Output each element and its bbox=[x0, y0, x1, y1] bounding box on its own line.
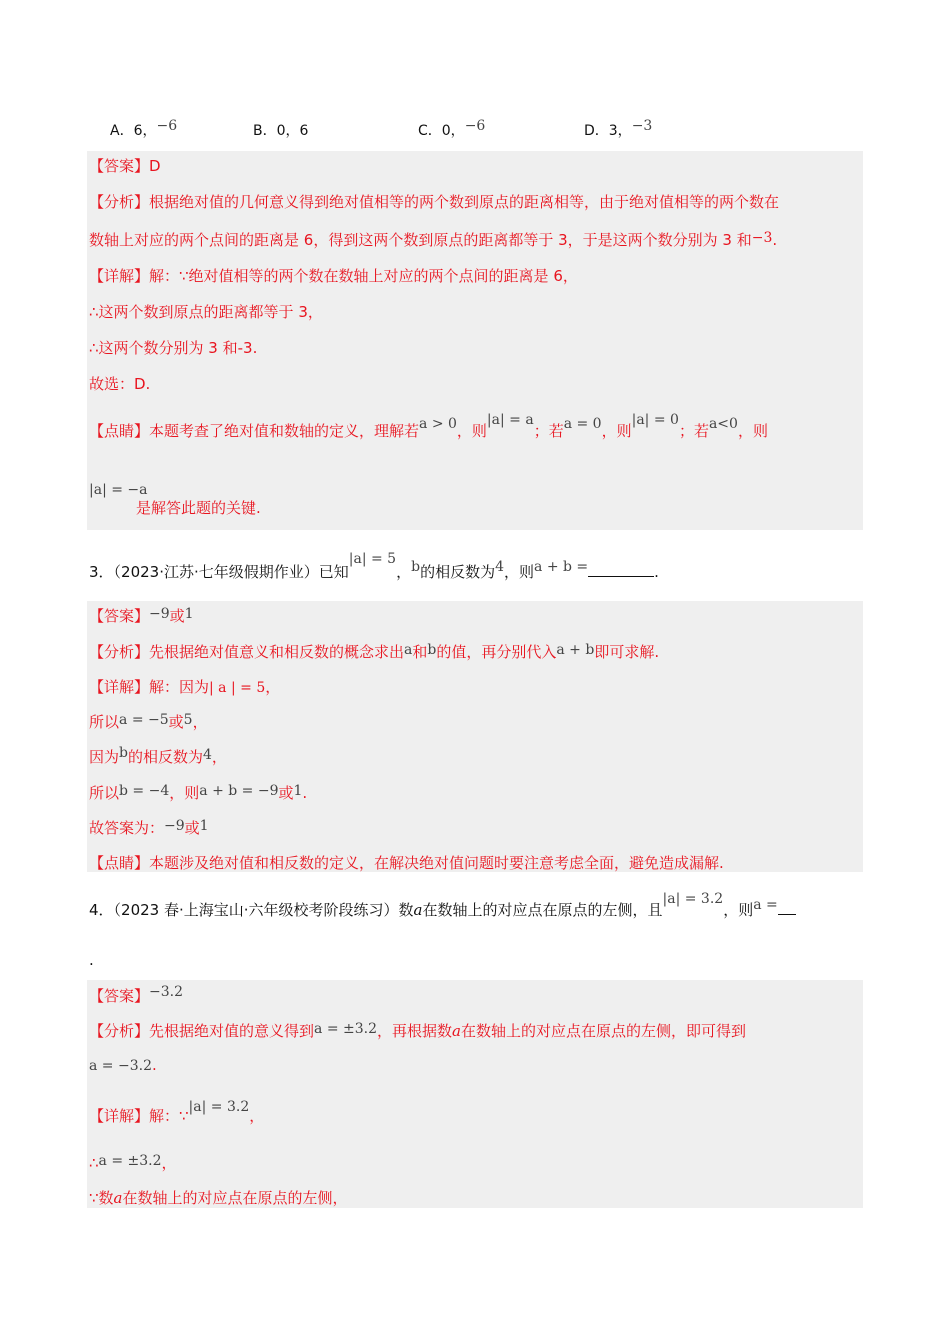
text: 或 bbox=[278, 784, 294, 802]
text: ，则 bbox=[723, 901, 754, 919]
math: 1 bbox=[199, 818, 209, 834]
math: b = −4 bbox=[119, 783, 170, 799]
math: a<0 bbox=[708, 416, 738, 432]
q4-stem bbox=[89, 891, 796, 920]
option-b bbox=[253, 120, 308, 140]
text: 【分析】先根据绝对值意义和相反数的概念求出 bbox=[89, 643, 405, 661]
option-label: C．0， bbox=[418, 123, 465, 139]
math: b bbox=[119, 745, 128, 761]
q2-detail-line1: 【详解】解：∵绝对值相等的两个数在数轴上对应的两个点间的距离是 6， bbox=[89, 267, 578, 285]
text: . bbox=[302, 784, 308, 802]
q4-analysis-line1 bbox=[89, 1020, 746, 1041]
text: ， bbox=[211, 748, 227, 766]
text: 【点睛】本题考查了绝对值和数轴的定义，理解若 bbox=[89, 422, 420, 440]
var: a bbox=[113, 1189, 123, 1207]
text: 所以 bbox=[89, 713, 120, 731]
text: ， bbox=[161, 1154, 177, 1172]
text: 【详解】解：因为 bbox=[89, 678, 210, 696]
math: 1 bbox=[293, 783, 303, 799]
math: |a| = a bbox=[486, 412, 534, 428]
math: a + b = bbox=[534, 559, 589, 575]
text: ，则 bbox=[601, 422, 632, 440]
q2-key-point bbox=[89, 412, 768, 441]
q3-key-point: 【点睛】本题涉及绝对值和相反数的定义，在解决绝对值问题时要注意考虑全面，避免造成漏解. bbox=[89, 854, 724, 872]
q2-detail-line4: 故选：D. bbox=[89, 375, 151, 393]
text: ， bbox=[249, 1107, 265, 1125]
math: a + b = −9 bbox=[199, 783, 279, 799]
text: 在数轴上的对应点在原点的左侧，即可得到 bbox=[460, 1022, 746, 1040]
math: a > 0 bbox=[419, 416, 457, 432]
math: 5 bbox=[183, 712, 193, 728]
q3-stem bbox=[89, 551, 659, 582]
math: 4 bbox=[495, 559, 505, 575]
option-a bbox=[110, 120, 177, 140]
q3-detail-line4 bbox=[89, 782, 307, 803]
math: a = 0 bbox=[563, 416, 602, 432]
math: −9 bbox=[149, 606, 170, 622]
q2-analysis-line2 bbox=[89, 229, 777, 250]
option-math: −3 bbox=[631, 118, 653, 134]
math: −3 bbox=[751, 230, 773, 246]
text: 【答案】 bbox=[89, 987, 150, 1005]
answer-blank bbox=[588, 562, 654, 577]
text: 或 bbox=[169, 607, 185, 625]
math: | a | = 5 bbox=[209, 680, 266, 696]
math: |a| = 0 bbox=[631, 412, 679, 428]
q2-analysis-line1: 【分析】根据绝对值的几何意义得到绝对值相等的两个数到原点的距离相等，由于绝对值相等的两个数在 bbox=[89, 193, 780, 211]
option-math: −6 bbox=[464, 118, 486, 134]
text: 或 bbox=[184, 819, 200, 837]
text: 3．（2023·江苏·七年级假期作业）已知 bbox=[89, 563, 349, 581]
text: 和 bbox=[412, 643, 428, 661]
text: . bbox=[151, 1056, 157, 1074]
math: a = −5 bbox=[119, 712, 169, 728]
q3-detail-line1 bbox=[89, 676, 280, 697]
text: 【答案】 bbox=[89, 607, 150, 625]
text: ∴ bbox=[89, 1154, 99, 1172]
text: ，则 bbox=[456, 422, 487, 440]
text: 的相反数为 bbox=[127, 748, 203, 766]
option-d bbox=[584, 120, 652, 140]
math: a = ±3.2 bbox=[98, 1153, 162, 1169]
option-label: B．0，6 bbox=[253, 123, 309, 139]
math: a bbox=[404, 642, 413, 658]
var: a bbox=[452, 1022, 461, 1040]
math: a = bbox=[753, 897, 778, 913]
q4-solution-box bbox=[87, 980, 863, 1208]
q4-detail-line1 bbox=[89, 1099, 265, 1126]
math: −9 bbox=[164, 818, 185, 834]
text: . bbox=[772, 231, 778, 249]
math: −3.2 bbox=[149, 984, 184, 1000]
math: 4 bbox=[203, 747, 212, 763]
text: 或 bbox=[168, 713, 184, 731]
math: a = −3.2 bbox=[89, 1058, 152, 1074]
text: ， bbox=[396, 563, 412, 581]
text: 数轴上对应的两个点间的距离是 6，得到这两个数到原点的距离都等于 3，于是这两个数分别为 3 和 bbox=[89, 231, 752, 249]
text: 故答案为： bbox=[89, 819, 165, 837]
q3-analysis bbox=[89, 641, 659, 662]
q4-stem-end: . bbox=[89, 951, 94, 969]
text: 4．（2023 春·上海宝山·六年级校考阶段练习）数 bbox=[89, 901, 414, 919]
text: ，再根据数 bbox=[377, 1022, 453, 1040]
q2-key-end: 是解答此题的关键. bbox=[136, 499, 261, 517]
math: |a| = 3.2 bbox=[662, 891, 724, 907]
math: b bbox=[427, 642, 437, 658]
q4-analysis-line2 bbox=[89, 1056, 157, 1074]
text: ；若 bbox=[533, 422, 564, 440]
math: a = ±3.2 bbox=[314, 1021, 377, 1037]
text: ，则 bbox=[737, 422, 768, 440]
q3-detail-line2 bbox=[89, 711, 208, 732]
text: 在数轴上的对应点在原点的左侧， bbox=[122, 1189, 348, 1207]
q3-detail-line5 bbox=[89, 817, 209, 838]
q2-detail-line3: ∴这两个数分别为 3 和-3. bbox=[89, 339, 258, 357]
math: a + b bbox=[556, 642, 595, 658]
text: 所以 bbox=[89, 784, 120, 802]
math: |a| = 5 bbox=[348, 551, 397, 567]
option-math: −6 bbox=[156, 118, 178, 134]
text: ， bbox=[265, 678, 281, 696]
text: 【分析】先根据绝对值的意义得到 bbox=[89, 1022, 315, 1040]
text: 因为 bbox=[89, 748, 120, 766]
text: ；若 bbox=[678, 422, 709, 440]
q2-detail-line2: ∴这两个数到原点的距离都等于 3， bbox=[89, 303, 323, 321]
text: ∵数 bbox=[89, 1189, 114, 1207]
text: 的相反数为 bbox=[420, 563, 496, 581]
text: ，则 bbox=[504, 563, 535, 581]
option-c bbox=[418, 120, 485, 140]
math: 1 bbox=[184, 606, 194, 622]
text: 【详解】解：∵ bbox=[89, 1107, 189, 1125]
q4-detail-line3 bbox=[89, 1187, 348, 1208]
answer-blank bbox=[778, 900, 796, 915]
q2-key-math: |a| = −a bbox=[89, 482, 148, 498]
q4-answer bbox=[89, 985, 183, 1006]
text: 的值，再分别代入 bbox=[436, 643, 557, 661]
math: b bbox=[411, 559, 421, 575]
math: |a| = 3.2 bbox=[188, 1099, 250, 1115]
q3-answer bbox=[89, 605, 194, 626]
text: 在数轴上的对应点在原点的左侧，且 bbox=[422, 901, 663, 919]
q3-detail-line3 bbox=[89, 746, 227, 767]
q2-answer: 【答案】D bbox=[89, 157, 161, 175]
text: ， bbox=[192, 713, 208, 731]
var: a bbox=[413, 901, 423, 919]
option-label: A．6， bbox=[110, 123, 157, 139]
text: 即可求解. bbox=[594, 643, 660, 661]
text: . bbox=[654, 563, 659, 581]
q4-detail-line2 bbox=[89, 1152, 177, 1173]
text: ，则 bbox=[169, 784, 200, 802]
option-label: D．3， bbox=[584, 123, 632, 139]
